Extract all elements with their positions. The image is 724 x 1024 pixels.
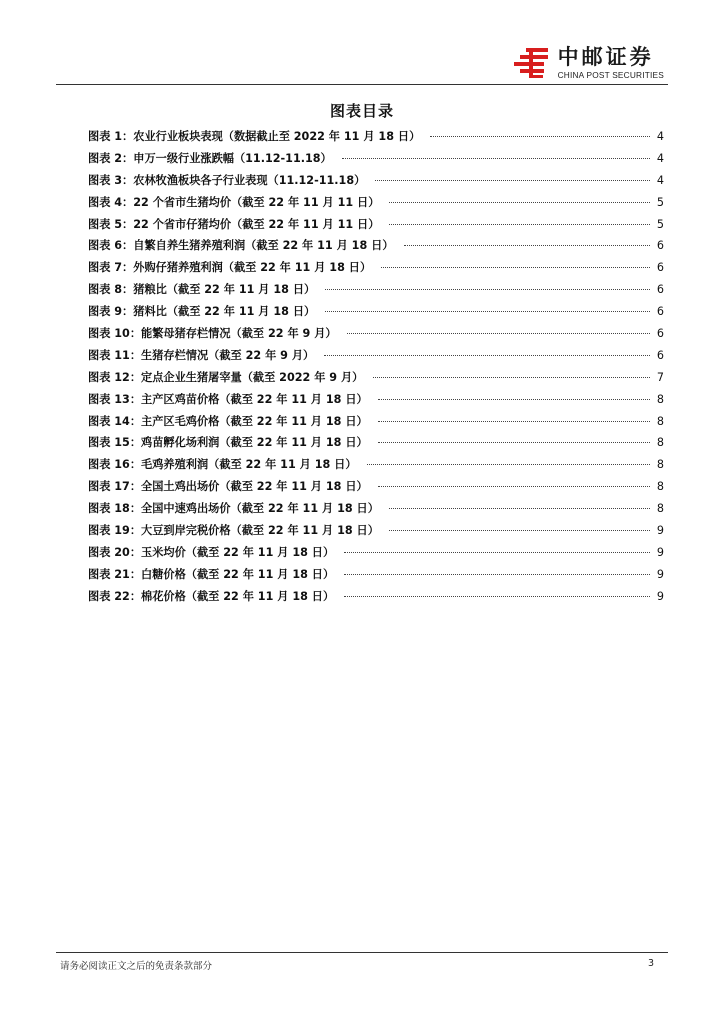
toc-entry[interactable] [88,566,664,588]
toc-entry-leader [404,245,650,246]
toc-entry-title: 农业行业板块表现（数据截止至 2022 年 11 月 18 日） [133,130,421,143]
toc-entry-page: 6 [656,239,664,253]
toc-entry-page: 9 [656,567,664,581]
toc-entry-label: 图表 13： [88,392,142,406]
toc-entry-leader [367,464,650,465]
toc-entry-label: 图表 22： [88,589,142,603]
toc-entry-page: 4 [656,173,664,187]
toc-entry-leader [344,552,650,553]
toc-entry-leader [324,355,650,356]
toc-entry-label: 图表 11： [88,348,142,362]
toc-entry-leader [325,289,650,290]
brand-name-en: CHINA POST SECURITIES [557,70,664,80]
toc-entry-label: 图表 17： [88,480,142,494]
toc-entry-title: 主产区毛鸡价格（截至 22 年 11 月 18 日） [141,414,368,428]
toc-entry-title: 猪料比（截至 22 年 11 月 18 日） [133,305,316,319]
toc-entry-title: 大豆到岸完税价格（截至 22 年 11 月 18 日） [141,524,379,538]
toc-entry-page: 8 [656,436,664,450]
toc-entry-label: 图表 6： [88,239,134,253]
toc-entry-title: 外购仔猪养殖利润（截至 22 年 11 月 18 日） [133,261,372,275]
toc-entry-label: 图表 16： [88,458,142,472]
toc-entry[interactable] [88,281,664,303]
toc-entry[interactable] [88,456,664,478]
toc-entry-leader [378,421,650,422]
toc-entry[interactable] [88,172,664,194]
toc-entry-label: 图表 4： [88,195,134,209]
toc-entry-label: 图表 1： [88,130,134,143]
toc-list [88,128,664,610]
toc-entry-title: 22 个省市生猪均价（截至 22 年 11 月 11 日） [133,195,380,209]
toc-entry[interactable] [88,347,664,369]
toc-entry-leader [389,224,650,225]
toc-entry-page: 7 [656,370,664,384]
toc-entry-leader [381,267,650,268]
toc-entry-title: 生猪存栏情况（截至 22 年 9 月） [141,348,315,362]
toc-entry-page: 6 [656,305,664,319]
toc-entry[interactable] [88,128,664,150]
toc-entry[interactable] [88,303,664,325]
toc-entry-label: 图表 18： [88,502,142,516]
toc-entry[interactable] [88,434,664,456]
toc-entry-title: 申万一级行业涨跌幅（11.12-11.18） [133,151,332,165]
toc-entry-page: 4 [656,151,664,165]
toc-entry[interactable] [88,216,664,238]
toc-entry[interactable] [88,478,664,500]
header-divider [56,84,668,85]
toc-entry-title: 能繁母猪存栏情况（截至 22 年 9 月） [141,327,337,341]
toc-entry-leader [389,530,650,531]
toc-entry[interactable] [88,500,664,522]
toc-entry-page: 8 [656,414,664,428]
toc-entry-title: 棉花价格（截至 22 年 11 月 18 日） [141,589,335,603]
toc-entry-page: 6 [656,283,664,297]
toc-entry-title: 毛鸡养殖利润（截至 22 年 11 月 18 日） [141,458,357,472]
toc-entry-leader [344,574,650,575]
toc-entry-label: 图表 19： [88,524,142,538]
toc-entry-page: 8 [656,502,664,516]
toc-entry-title: 玉米均价（截至 22 年 11 月 18 日） [141,545,335,559]
toc-entry[interactable] [88,237,664,259]
toc-entry-title: 主产区鸡苗价格（截至 22 年 11 月 18 日） [141,392,368,406]
toc-entry-label: 图表 10： [88,327,142,341]
toc-entry-leader [342,158,650,159]
toc-entry[interactable] [88,544,664,566]
toc-entry-page: 5 [656,195,664,209]
toc-title: 图表目录 [329,102,394,120]
toc-entry-leader [389,508,650,509]
toc-entry-title: 自繁自养生猪养殖利润（截至 22 年 11 月 18 日） [133,239,394,253]
toc-entry-label: 图表 7： [88,261,134,275]
toc-entry-title: 鸡苗孵化场利润（截至 22 年 11 月 18 日） [141,436,368,450]
toc-entry-label: 图表 21： [88,567,142,581]
toc-entry-page: 9 [656,545,664,559]
toc-entry-leader [378,442,650,443]
toc-entry-page: 9 [656,524,664,538]
toc-entry-leader [344,596,650,597]
toc-entry-page: 6 [656,261,664,275]
toc-entry[interactable] [88,522,664,544]
toc-entry-label: 图表 9： [88,305,134,319]
toc-entry-title: 定点企业生猪屠宰量（截至 2022 年 9 月） [141,370,364,384]
toc-entry[interactable] [88,588,664,610]
toc-entry-label: 图表 5： [88,217,134,231]
toc-entry-title: 全国土鸡出场价（截至 22 年 11 月 18 日） [141,480,368,494]
toc-entry-leader [325,311,650,312]
toc-entry[interactable] [88,369,664,391]
page-header [56,36,668,86]
toc-entry[interactable] [88,391,664,413]
toc-entry-page: 4 [656,130,664,143]
footer-divider [56,952,668,953]
toc-entry-label: 图表 20： [88,545,142,559]
toc-entry-label: 图表 3： [88,173,134,187]
brand-logo [512,46,664,82]
toc-entry-leader [378,399,650,400]
toc-entry-leader [375,180,650,181]
brand-name-cn: 中邮证券 [557,45,654,69]
toc-entry-label: 图表 8： [88,283,134,297]
toc-entry-leader [389,202,650,203]
page-number: 3 [647,958,654,969]
toc-entry-title: 猪粮比（截至 22 年 11 月 18 日） [133,283,316,297]
toc-entry[interactable] [88,194,664,216]
toc-entry[interactable] [88,150,664,172]
toc-entry-page: 8 [656,458,664,472]
toc-entry-label: 图表 14： [88,414,142,428]
toc-entry-title: 全国中速鸡出场价（截至 22 年 11 月 18 日） [141,502,379,516]
toc-entry[interactable] [88,325,664,347]
toc-entry[interactable] [88,259,664,281]
toc-entry-leader [347,333,650,334]
toc-entry-leader [373,377,650,378]
toc-entry[interactable] [88,413,664,435]
toc-entry-leader [430,136,650,137]
toc-entry-label: 图表 2： [88,151,134,165]
toc-entry-page: 8 [656,480,664,494]
toc-entry-label: 图表 15： [88,436,142,450]
toc-entry-title: 22 个省市仔猪均价（截至 22 年 11 月 11 日） [133,217,380,231]
toc-entry-leader [378,486,650,487]
china-post-logo-icon [512,46,552,80]
toc-entry-page: 9 [656,589,664,603]
toc-entry-page: 6 [656,327,664,341]
toc-entry-page: 8 [656,392,664,406]
toc-entry-title: 农林牧渔板块各子行业表现（11.12-11.18） [133,173,366,187]
toc-entry-label: 图表 12： [88,370,142,384]
disclaimer-note: 请务必阅读正文之后的免责条款部分 [60,961,213,972]
toc-entry-page: 6 [656,348,664,362]
toc-entry-title: 白糖价格（截至 22 年 11 月 18 日） [141,567,335,581]
toc-entry-page: 5 [656,217,664,231]
